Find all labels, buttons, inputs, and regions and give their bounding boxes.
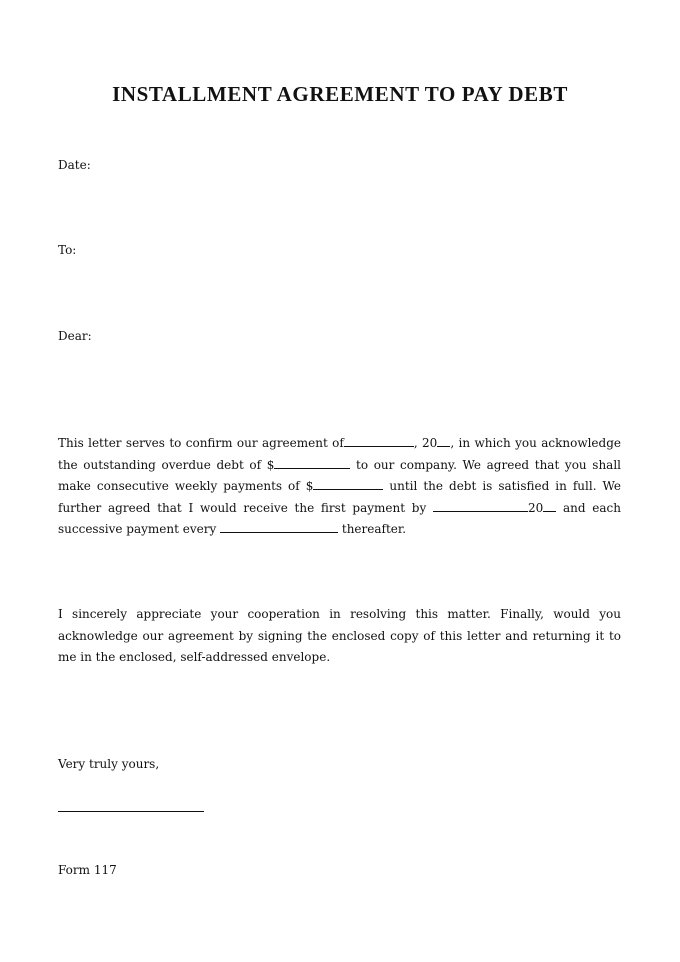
signature-line bbox=[58, 811, 204, 812]
agreement-date-blank bbox=[344, 435, 414, 447]
agreement-text-2: , 20 bbox=[413, 436, 438, 450]
weekly-payment-blank bbox=[313, 478, 383, 490]
dear-label: Dear: bbox=[58, 329, 92, 343]
agreement-text-3: , in which you acknowledge the outstanding overdue debt of $ bbox=[58, 436, 622, 472]
to-label: To: bbox=[58, 243, 77, 257]
appreciation-paragraph: I sincerely appreciate your cooperation in resolving this matter. Finally, would you acknowledge our agreement by signing the enclosed copy of this letter and returning it to me in the enclosed, self-addressed envelope. bbox=[58, 607, 621, 664]
first-payment-year-blank bbox=[543, 500, 556, 512]
closing-salutation: Very truly yours, bbox=[58, 757, 160, 771]
agreement-paragraph bbox=[58, 433, 621, 541]
agreement-text-5: until the debt is satisfied in full. We further agreed that I would receive the first payment by bbox=[58, 479, 621, 515]
payment-interval-blank bbox=[220, 521, 338, 533]
first-payment-date-blank bbox=[433, 500, 528, 512]
date-label: Date: bbox=[58, 158, 91, 172]
debt-amount-blank bbox=[274, 457, 350, 469]
agreement-text-1: This letter serves to confirm our agreement of bbox=[58, 436, 344, 450]
agreement-text-4: to our company. We agreed that you shall make consecutive weekly payments of $ bbox=[58, 457, 622, 493]
agreement-year-blank bbox=[437, 435, 450, 447]
agreement-text-6: 20 bbox=[527, 500, 544, 515]
agreement-text-7: and each successive payment every bbox=[58, 500, 621, 536]
form-number: Form 117 bbox=[58, 863, 117, 877]
agreement-text-8: thereafter. bbox=[338, 522, 407, 536]
document-title: INSTALLMENT AGREEMENT TO PAY DEBT bbox=[112, 82, 568, 106]
